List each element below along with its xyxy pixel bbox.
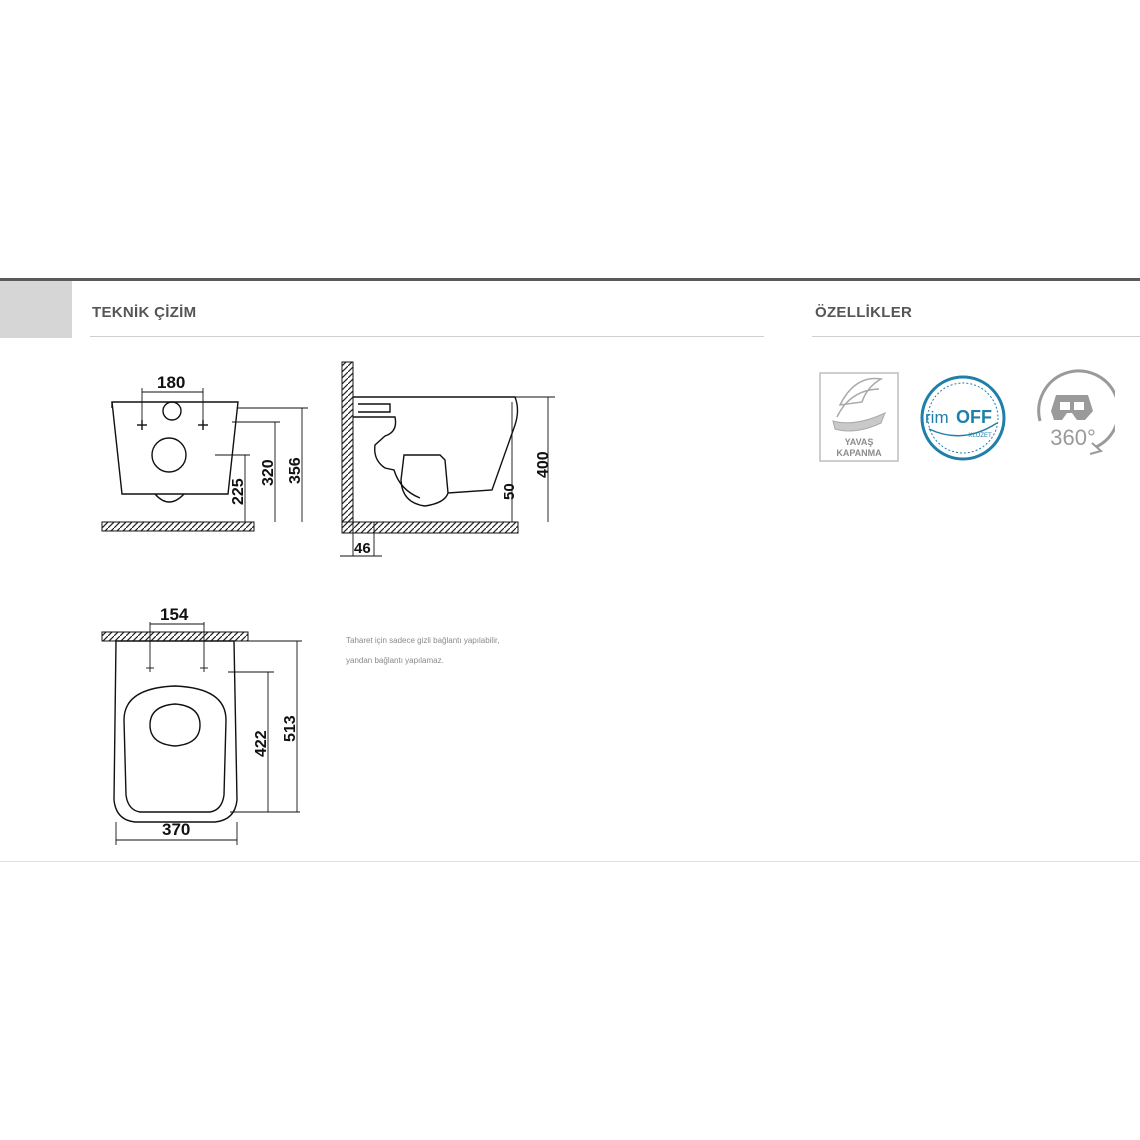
side-view <box>340 362 555 556</box>
dim-180: 180 <box>157 373 186 392</box>
slow-close-label-2: KAPANMA <box>836 448 882 458</box>
dim-513: 513 <box>282 715 299 742</box>
slow-close-label-1: YAVAŞ <box>844 437 874 447</box>
installation-note-line2: yandan bağlantı yapılamaz. <box>346 656 444 665</box>
header-tab-block <box>0 281 72 338</box>
rimoff-brand-b: OFF <box>956 407 992 427</box>
slow-close-seat-icon <box>820 373 898 461</box>
installation-note-line1: Taharet için sadece gizli bağlantı yapılabilir, <box>346 636 500 645</box>
top-view <box>102 622 302 845</box>
dim-225: 225 <box>230 478 247 505</box>
teknik-cizim-title: TEKNİK ÇİZİM <box>92 304 197 321</box>
dim-422: 422 <box>253 730 270 757</box>
feature-badges <box>815 365 1115 470</box>
dim-400: 400 <box>535 451 552 478</box>
teknik-cizim-underline <box>90 336 764 337</box>
360-view-icon <box>1039 371 1115 454</box>
dim-50: 50 <box>501 483 518 500</box>
top-divider <box>0 278 1140 281</box>
dim-370: 370 <box>162 820 191 839</box>
360-label: 360° <box>1050 425 1096 450</box>
front-view <box>102 388 308 531</box>
rimoff-sub: KLOZET <box>968 433 992 439</box>
technical-drawing <box>0 340 780 860</box>
ozellikler-title: ÖZELLİKLER <box>815 304 913 321</box>
ozellikler-underline <box>812 336 1140 337</box>
dim-46: 46 <box>354 540 371 557</box>
dim-356: 356 <box>287 457 304 484</box>
bottom-divider <box>0 861 1140 862</box>
rimoff-brand-a: rim <box>925 408 949 427</box>
dim-154: 154 <box>160 605 189 624</box>
rimoff-icon <box>922 377 1004 459</box>
dim-320: 320 <box>260 459 277 486</box>
